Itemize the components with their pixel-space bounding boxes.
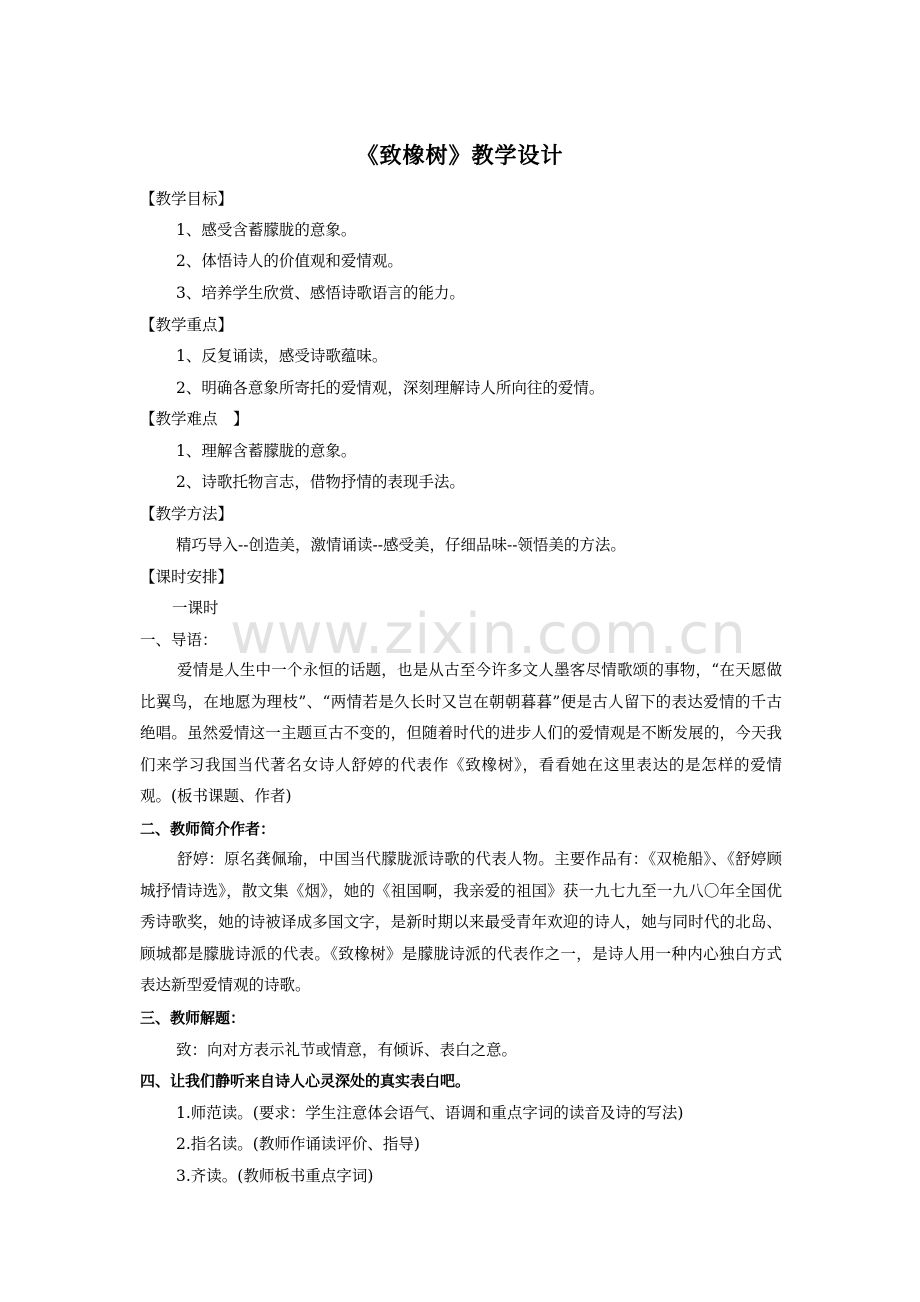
document-title: 《致橡树》教学设计 (356, 144, 564, 169)
difficulty-item: 2、诗歌托物言志，借物抒情的表现手法。 (176, 473, 465, 491)
goals-heading: 【教学目标】 (140, 190, 234, 208)
key-point-item: 2、明确各意象所寄托的爱情观，深刻理解诗人所向往的爱情。 (176, 379, 605, 397)
watermark: www.zixin.com.cn (230, 602, 747, 667)
section-heading: 一、导语： (140, 631, 218, 649)
methods-text: 精巧导入--创造美，激情诵读--感受美，仔细品味--领悟美的方法。 (176, 536, 626, 554)
goal-item: 2、体悟诗人的价值观和爱情观。 (176, 252, 403, 270)
goal-item: 1、感受含蓄朦胧的意象。 (176, 221, 357, 239)
intro-paragraph: 爱情是人生中一个永恒的话题，也是从古至今许多文人墨客尽情歌颂的事物，“在天愿做比翼鸟，在地愿为理枝”、“两情若是久长时又岂在朝朝暮暮”便是古人留下的表达爱情的千古绝唱。虽然爱情这一主题亘古不变的，但随着时代的进步人们的爱情观是不断发展的，今天我们来学习我国当代著名女诗人舒婷的代表作《致橡树》，看看她在这里表达的是怎样的爱情观。(板书课题、作者) (140, 661, 782, 805)
schedule-heading: 【课时安排】 (140, 568, 234, 586)
goal-item: 3、培养学生欣赏、感悟诗歌语言的能力。 (176, 284, 465, 302)
difficulties-heading: 【教学难点 】 (140, 410, 249, 428)
author-paragraph: 舒婷：原名龚佩瑜，中国当代朦胧派诗歌的代表人物。主要作品有：《双桅船》、《舒婷顾城抒情诗选》，散文集《烟》，她的《祖国啊，我亲爱的祖国》获一九七九至一九八〇年全国优秀诗歌奖，她的诗被译成多国文字，是新时期以来最受青年欢迎的诗人，她与同时代的北岛、顾城都是朦胧诗派的代表。《致橡树》是朦胧诗派的代表作之一，是诗人用一种内心独白方式表达新型爱情观的诗歌。 (140, 850, 782, 994)
key-points-heading: 【教学重点】 (140, 316, 234, 334)
key-point-item: 1、反复诵读，感受诗歌蕴味。 (176, 347, 388, 365)
section-heading: 三、教师解题： (140, 1009, 246, 1027)
section-heading: 二、教师简介作者： (140, 820, 276, 838)
schedule-text: 一课时 (172, 599, 219, 617)
difficulty-item: 1、理解含蓄朦胧的意象。 (176, 442, 357, 460)
reading-step: 3.齐读。(教师板书重点字词) (176, 1167, 374, 1185)
reading-step: 2.指名读。(教师作诵读评价、指导) (176, 1135, 420, 1153)
reading-step: 1.师范读。(要求：学生注意体会语气、语调和重点字词的读音及诗的写法) (176, 1104, 684, 1122)
section-heading: 四、让我们静听来自诗人心灵深处的真实表白吧。 (140, 1072, 471, 1090)
title-explanation: 致：向对方表示礼节或情意，有倾诉、表白之意。 (176, 1041, 518, 1059)
methods-heading: 【教学方法】 (140, 505, 234, 523)
